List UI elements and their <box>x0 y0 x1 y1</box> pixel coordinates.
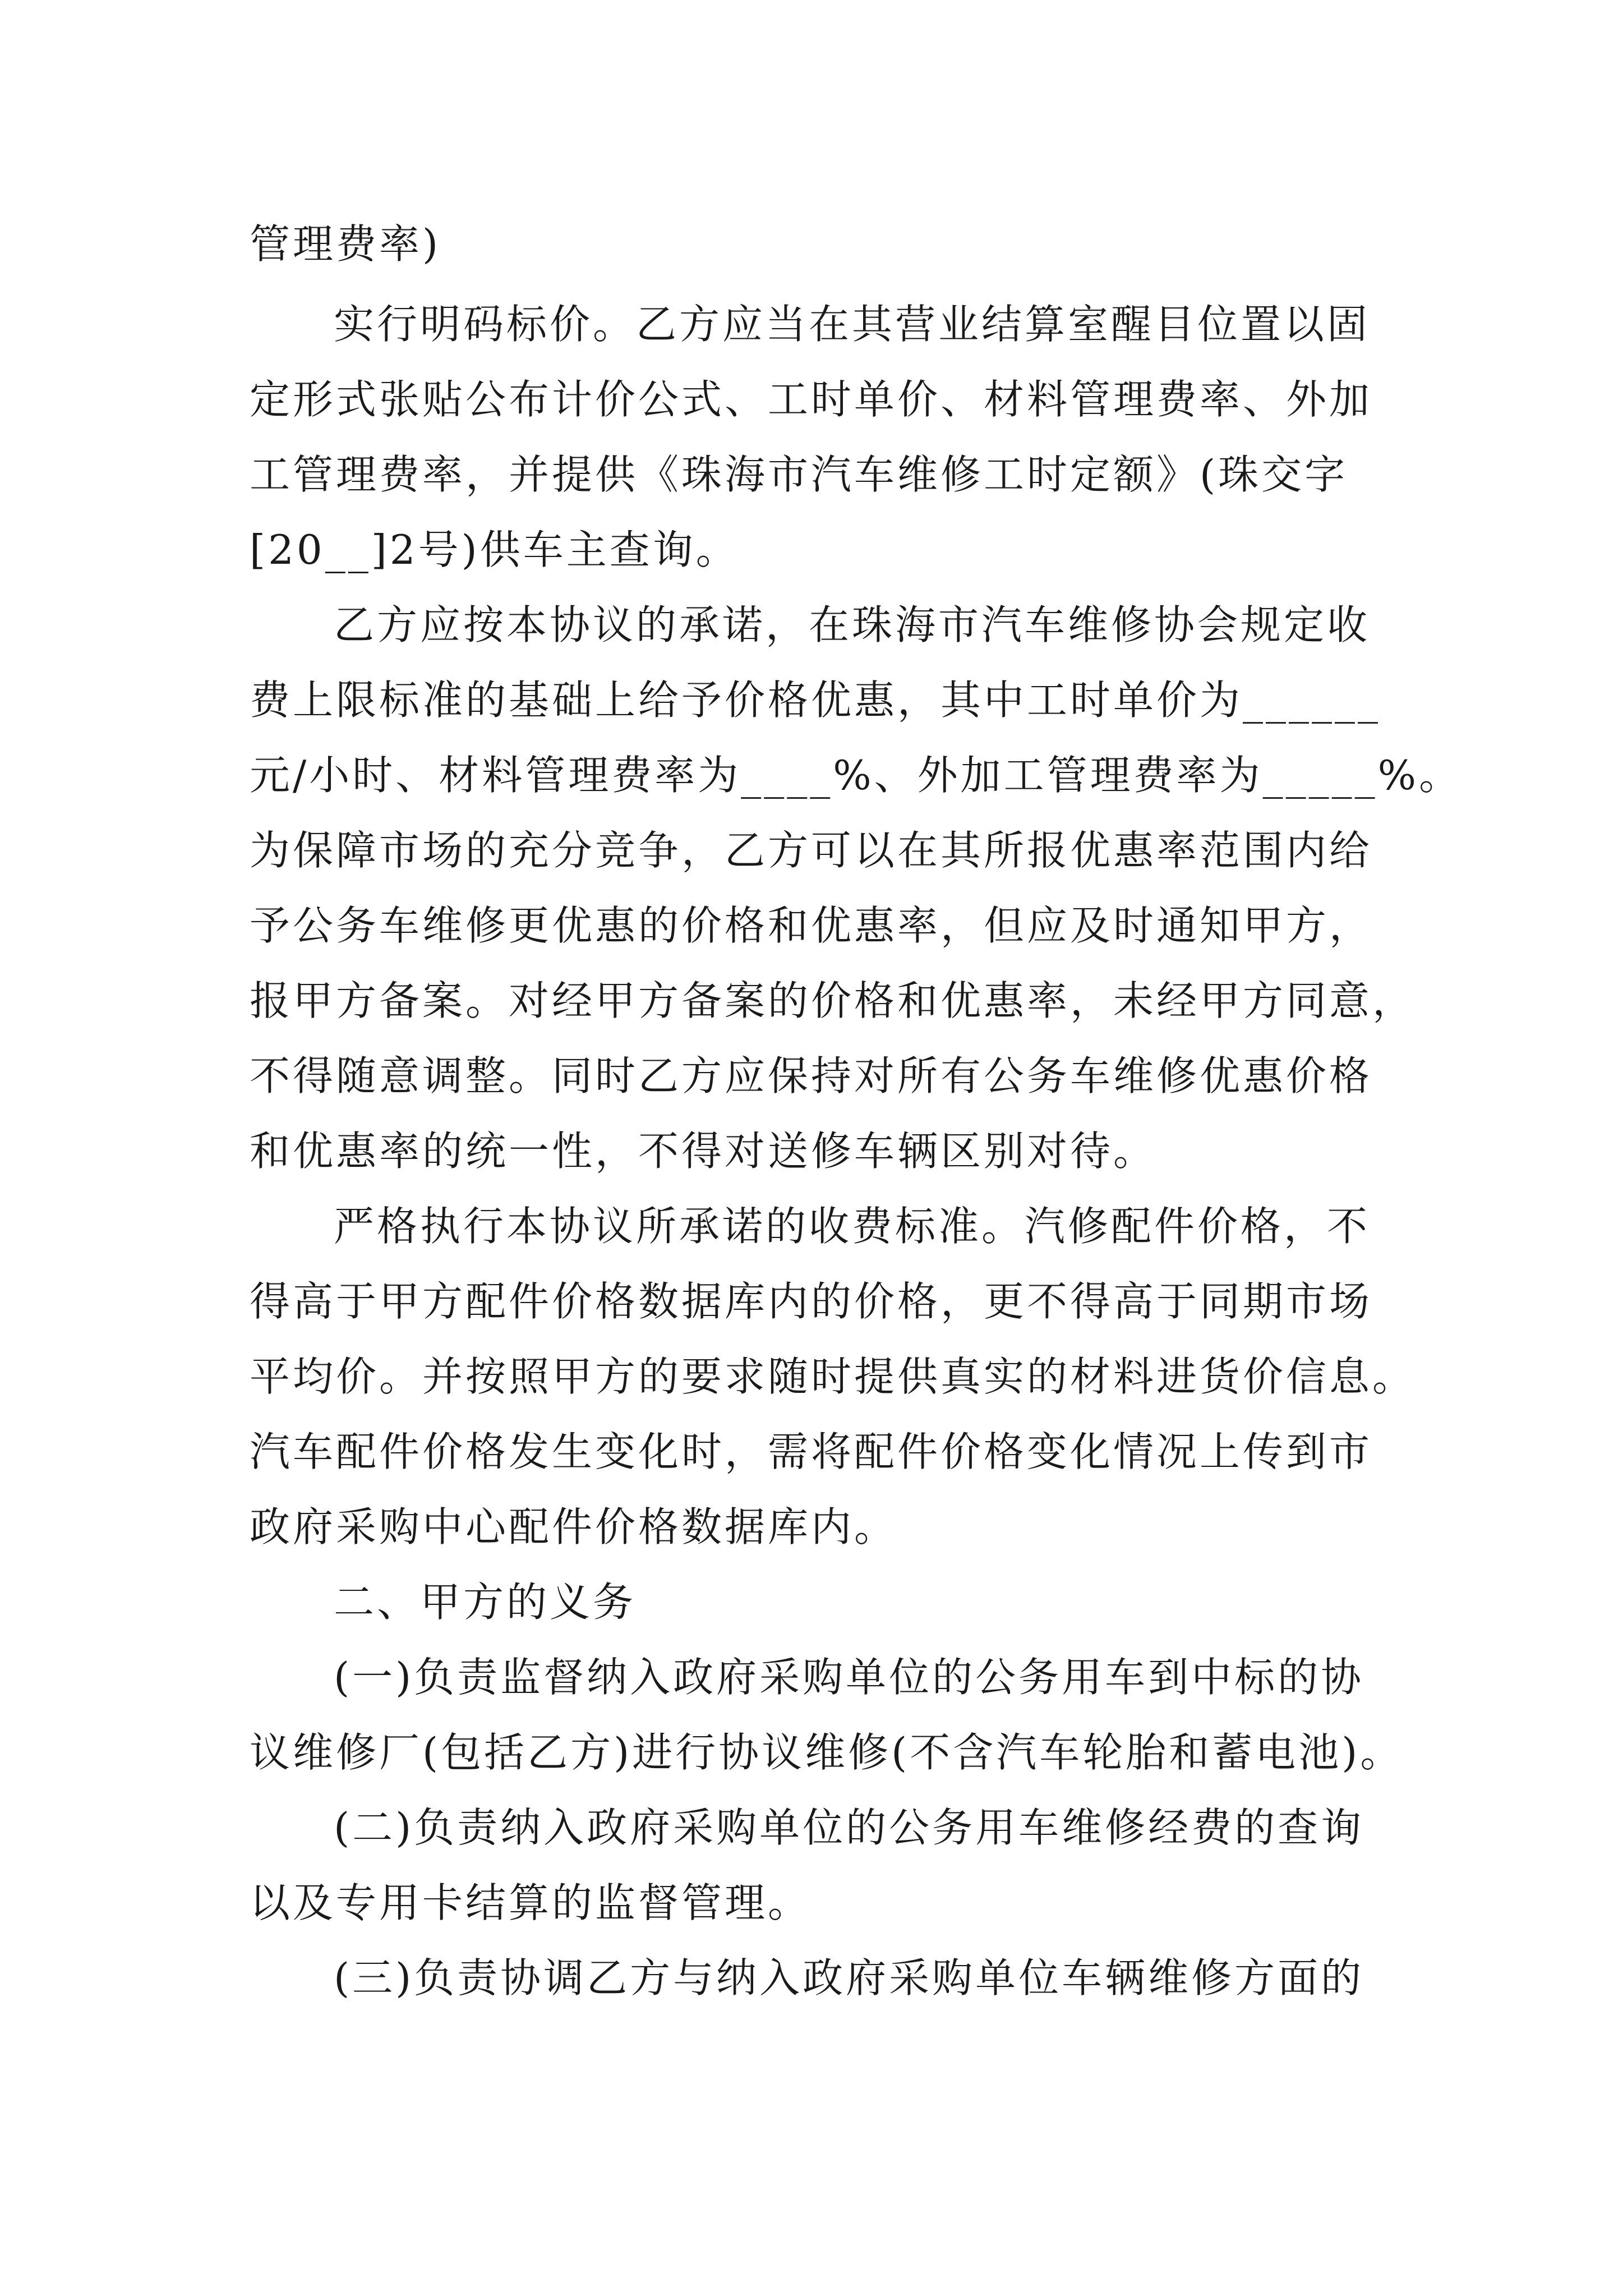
text-line: 定形式张贴公布计价公式、工时单价、材料管理费率、外加 <box>250 376 1373 423</box>
paragraph-first-line: 乙方应按本协议的承诺，在珠海市汽车维修协会规定收 <box>334 601 1371 648</box>
paragraph-first-line: (三)负责协调乙方与纳入政府采购单位车辆维修方面的 <box>334 1954 1364 2001</box>
text-line: 以及专用卡结算的监督管理。 <box>250 1879 811 1926</box>
text-line: [20__]2号)供车主查询。 <box>250 526 739 573</box>
text-line: 和优惠率的统一性，不得对送修车辆区别对待。 <box>250 1128 1157 1175</box>
text-line: 为保障市场的充分竞争，乙方可以在其所报优惠率范围内给 <box>250 827 1373 874</box>
text-line: 不得随意调整。同时乙方应保持对所有公务车维修优惠价格 <box>250 1052 1373 1099</box>
text-line: 政府采购中心配件价格数据库内。 <box>250 1503 898 1550</box>
text-line: 得高于甲方配件价格数据库内的价格，更不得高于同期市场 <box>250 1278 1373 1325</box>
paragraph-first-line: (一)负责监督纳入政府采购单位的公务用车到中标的协 <box>334 1654 1364 1701</box>
text-line: 平均价。并按照甲方的要求随时提供真实的材料进货价信息。 <box>250 1353 1416 1400</box>
text-line: 元/小时、材料管理费率为____%、外加工管理费率为_____%。 <box>250 752 1463 799</box>
text-line: 议维修厂(包括乙方)进行协议维修(不含汽车轮胎和蓄电池)。 <box>250 1729 1404 1776</box>
section-heading: 二、甲方的义务 <box>334 1579 637 1626</box>
text-line: 报甲方备案。对经甲方备案的价格和优惠率，未经甲方同意， <box>250 977 1416 1024</box>
text-line: 工管理费率，并提供《珠海市汽车维修工时定额》(珠交字 <box>250 451 1348 498</box>
paragraph-first-line: 严格执行本协议所承诺的收费标准。汽修配件价格，不 <box>334 1203 1371 1250</box>
paragraph-first-line: 实行明码标价。乙方应当在其营业结算室醒目位置以固 <box>334 301 1371 348</box>
text-line: 费上限标准的基础上给予价格优惠，其中工时单价为______ <box>250 677 1381 724</box>
text-line: 予公务车维修更优惠的价格和优惠率，但应及时通知甲方， <box>250 902 1373 949</box>
paragraph-first-line: (二)负责纳入政府采购单位的公务用车维修经费的查询 <box>334 1804 1364 1851</box>
text-line: 汽车配件价格发生变化时，需将配件价格变化情况上传到市 <box>250 1428 1373 1475</box>
text-line: 管理费率) <box>250 220 441 268</box>
